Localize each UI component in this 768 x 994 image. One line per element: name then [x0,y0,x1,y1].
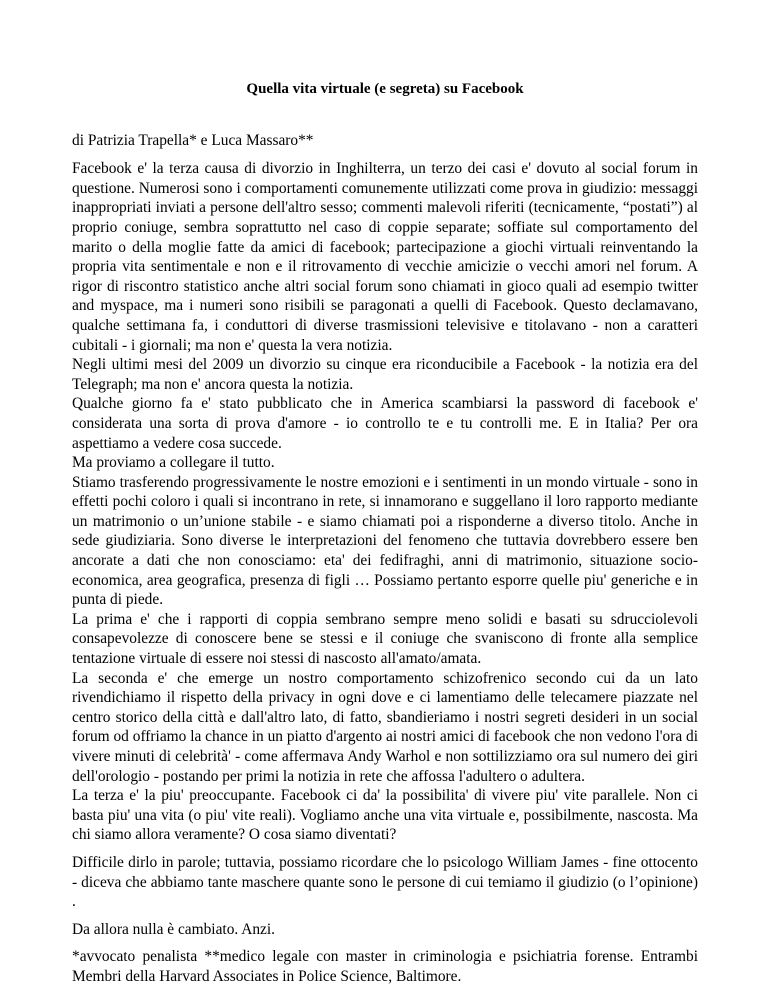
body-paragraph: Ma proviamo a collegare il tutto. [72,454,275,472]
paragraph-since: Da allora nulla è cambiato. Anzi. [72,920,275,938]
article-authors: di Patrizia Trapella* e Luca Massaro** [72,131,314,149]
paragraph-james: Difficile dirlo in parole; tuttavia, possiamo ricordare che lo psicologo William James - fine ottocento - diceva che abbiamo tante maschere quante sono le persone di cui temiamo il giudizio (o l’opinione) . [72,853,698,911]
body-paragraph: Qualche giorno fa e' stato pubblicato che in America scambiarsi la password di facebook e' considerata una sorta di prova d'amore - io controllo te e tu controlli me. E in Italia? Per ora aspettiamo a vedere cosa succede. [72,395,698,452]
body-paragraph: Stiamo trasferendo progressivamente le nostre emozioni e i sentimenti in un mondo virtuale - sono in effetti pochi coloro i quali si incontrano in rete, si innamorano e suggellano il loro rapporto mediante un matrimonio o un’unione stabile - e siamo chiamati poi a risponderne a diverso titolo. Anche in sede giudiziaria. Sono diverse le interpretazioni del fenomeno che tuttavia dovrebbero essere ben ancorate a dati che non conosciamo: eta' dei fedifraghi, anni di matrimonio, situazione socio-economica, area geografica, presenza di figli … Possiamo pertanto esporre quelle piu' generiche e in punta di piede. [72,473,698,609]
body-paragraph: Negli ultimi mesi del 2009 un divorzio su cinque era riconducibile a Facebook - la notizia era del Telegraph; ma non e' ancora questa la notizia. [72,356,698,393]
body-paragraph: La seconda e' che emerge un nostro comportamento schizofrenico secondo cui da un lato rivendichiamo il rispetto della privacy in ogni dove e ci lamentiamo delle telecamere piazzate nel centro storico della città e dall'altro lato, di fatto, sbandieriamo i nostri segreti desideri in un social forum od offriamo la chance in un piatto d'argento ai nostri amici di facebook che non vedono l'ora di vivere minuti di celebrità' - come affermava Andy Warhol e non sottilizziamo ora sul numero dei giri dell'orologio - postando per primi la notizia in rete che affossa l'adultero o adultera. [72,669,698,785]
body-paragraph: La prima e' che i rapporti di coppia sembrano sempre meno solidi e basati su sdrucciolevoli consapevolezze di conoscere bene se stessi e il coniuge che svaniscono di fronte alla semplice tentazione virtuale di essere noi stessi di nascosto all'amato/amata. [72,610,698,668]
body-paragraph: La terza e' la piu' preoccupante. Facebook ci da' la possibilita' di vivere piu' vite parallele. Non ci basta piu' una vita (o piu' vite reali). Vogliamo anche una vita virtuale e, possibilmente, nascosta. Ma chi siamo allora veramente? O cosa siamo diventati? [72,787,698,844]
document-page [72,80,698,987]
article-body [72,159,698,845]
body-paragraph: Facebook e' la terza causa di divorzio in Inghilterra, un terzo dei casi e' dovuto al social forum in questione. Numerosi sono i comportamenti comunemente utilizzati come prova in giudizio: messaggi inappropriati inviati a persone dell'altro sesso; commenti malevoli riferiti (tecnicamente, “postati”) al proprio coniuge, sembra soprattutto nel caso di coppie separate; soffiate sul comportamento del marito o della moglie fatte da amici di facebook; partecipazione a giochi virtuali reinventando la propria vita sentimentale e non e il ritrovamento di vecchie amicizie o vecchi amori nel forum. A rigor di riscontro statistico anche altri social forum sono chiamati in gioco quali ad esempio twitter and myspace, ma i numeri sono risibili se paragonati a quelli di Facebook. Questo declamavano, qualche settimana fa, i conduttori di diverse trasmissioni televisive e titolavano - non a caratteri cubitali - i giornali; ma non e' questa la vera notizia. [72,160,698,354]
author-footnote: *avvocato penalista **medico legale con master in criminologia e psichiatria forense. Entrambi Membri della Harvard Associates in Police Science, Baltimore. [72,948,698,985]
article-title: Quella vita virtuale (e segreta) su Facebook [246,81,524,97]
